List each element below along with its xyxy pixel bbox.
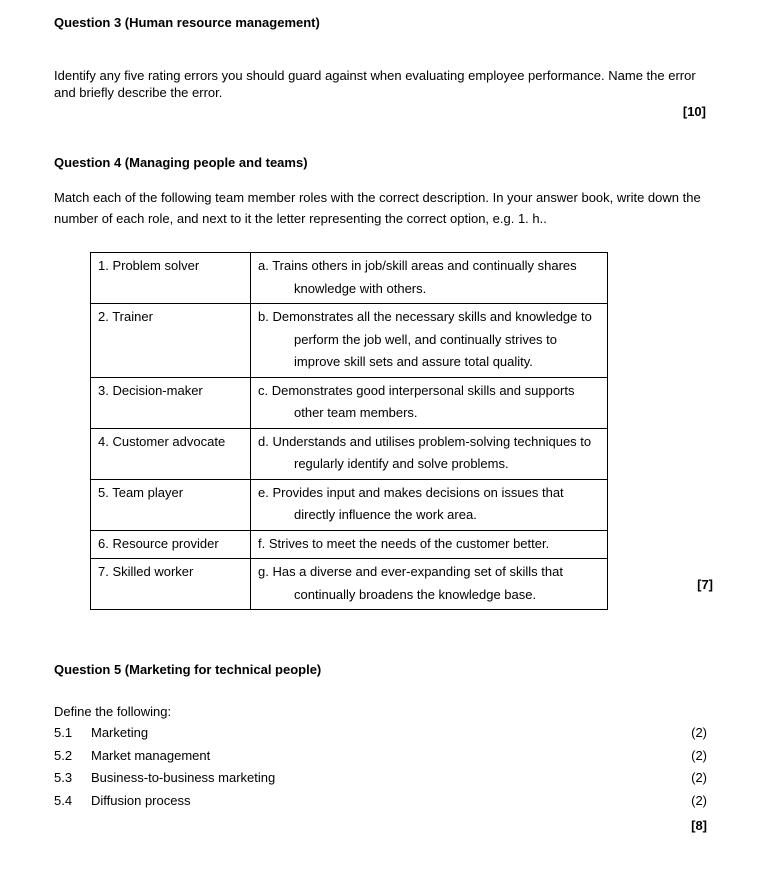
item-marks: (2) [691,770,707,785]
table-row [91,530,608,559]
description-text: b. Demonstrates all the necessary skills and knowledge to perform the job well, and continually strives to improve skill sets and assure total quality. [258,309,592,369]
role-cell: 4. Customer advocate [91,428,251,479]
role-cell: 3. Decision-maker [91,377,251,428]
item-marks: (2) [691,725,707,740]
description-text: a. Trains others in job/skill areas and continually shares knowledge with others. [258,258,577,296]
description-cell [251,530,608,559]
role-cell: 5. Team player [91,479,251,530]
item-marks: (2) [691,748,707,763]
role-cell: 6. Resource provider [91,530,251,559]
q3-heading: Question 3 (Human resource management) [54,15,320,30]
item-label: Market management [91,748,211,763]
q4-text: Match each of the following team member roles with the correct description. In your answer book, write down the number of each role, and next to it the letter representing the correct option, e.g. 1. h.. [54,190,701,226]
table-row [91,559,608,610]
item-number: 5.4 [54,793,73,808]
q5-heading: Question 5 (Marketing for technical people) [54,662,322,677]
description-cell [251,559,608,610]
item-number: 5.1 [54,725,73,740]
q3-marks: [10] [682,104,706,119]
item-label: Business-to-business marketing [91,770,276,785]
table-row [91,479,608,530]
list-item [54,745,719,767]
table-row [91,428,608,479]
q4-marks: [7] [697,577,713,592]
description-text: d. Understands and utilises problem-solving techniques to regularly identify and solve problems. [258,433,592,471]
description-cell [251,253,608,304]
description-cell [251,479,608,530]
roles-table [90,252,608,610]
list-item [54,790,719,812]
description-text: f. Strives to meet the needs of the customer better. [258,535,550,551]
description-cell [251,304,608,378]
table-row [91,377,608,428]
table-row [91,304,608,378]
description-text: e. Provides input and makes decisions on issues that directly influence the work area. [258,484,564,522]
role-cell: 2. Trainer [91,304,251,378]
item-label: Marketing [91,725,149,740]
item-marks: (2) [691,793,707,808]
role-cell: 1. Problem solver [91,253,251,304]
q4-heading: Question 4 (Managing people and teams) [54,155,308,170]
q3-text: Identify any five rating errors you should guard against when evaluating employee performance. Name the error and briefly describe the error. [54,68,696,100]
description-cell [251,428,608,479]
description-text: c. Demonstrates good interpersonal skills and supports other team members. [258,382,575,420]
table-row [91,253,608,304]
list-item [54,722,719,744]
description-text: g. Has a diverse and ever-expanding set of skills that continually broadens the knowledge base. [258,564,563,602]
role-cell: 7. Skilled worker [91,559,251,610]
item-label: Diffusion process [91,793,191,808]
description-cell [251,377,608,428]
item-number: 5.3 [54,770,73,785]
q5-intro: Define the following: [54,704,172,719]
list-item [54,767,719,789]
q5-marks: [8] [691,818,707,833]
item-number: 5.2 [54,748,73,763]
